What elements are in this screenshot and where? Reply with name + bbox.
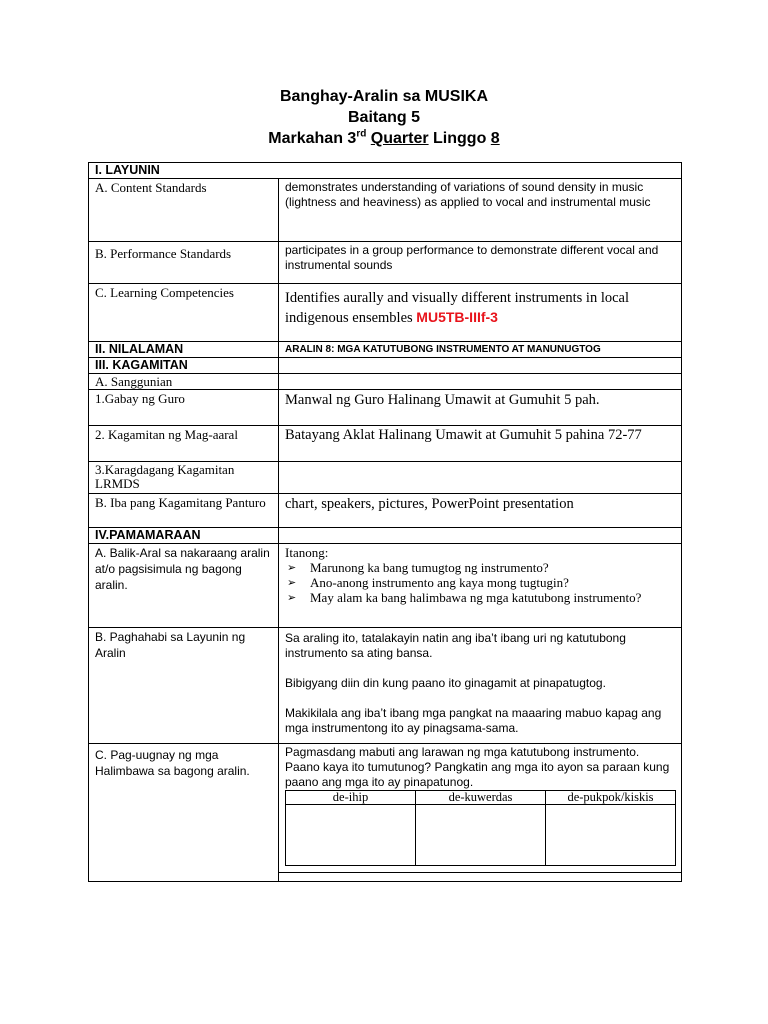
- section-heading-kagamitan: III. KAGAMITAN: [89, 358, 279, 374]
- section-row-pamamaraan: [89, 528, 682, 544]
- table-row: [89, 374, 682, 390]
- document-header: [0, 86, 768, 149]
- content-standards-label: A. Content Standards: [89, 179, 279, 242]
- week-number: 8: [490, 130, 500, 147]
- quarter-week-line: [0, 128, 768, 149]
- instrument-category-table: [285, 790, 676, 866]
- table-row: [89, 179, 682, 242]
- paghahabi-value: [279, 628, 682, 744]
- table-row: [286, 791, 676, 805]
- table-row: [89, 390, 682, 426]
- kagamitan-value: Batayang Aklat Halinang Umawit at Gumuhit 5 pahina 72-77: [279, 426, 682, 462]
- itanong-label: Itanong:: [285, 545, 329, 560]
- gabay-value: Manwal ng Guro Halinang Umawit at Gumuhit 5 pah.: [279, 390, 682, 426]
- section-row-layunin: [89, 163, 682, 179]
- quarter-label: Markahan 3: [268, 130, 357, 147]
- empty-cell: [279, 528, 682, 544]
- sanggunian-label: A. Sanggunian: [89, 374, 279, 390]
- paghahabi-paragraph-3: Makikilala ang iba’t ibang mga pangkat na maaaring mabuo kapag ang mga instrumentong ito ay pinagsama-sama.: [285, 706, 662, 735]
- content-standards-value: demonstrates understanding of variations of sound density in music (lightness and heaviness) as applied to vocal and instrumental music: [279, 179, 682, 242]
- table-row: [89, 462, 682, 494]
- kagamitan-label: 2. Kagamitan ng Mag-aaral: [89, 426, 279, 462]
- balik-aral-label: A. Balik-Aral sa nakaraang aralin at/o pagsisimula ng bagong aralin.: [89, 544, 279, 628]
- empty-cell: [286, 805, 416, 866]
- list-item: ➢ Ano-anong instrumento ang kaya mong tugtugin?: [285, 575, 675, 590]
- table-row: [89, 628, 682, 744]
- paghahabi-paragraph-1: Sa araling ito, tatalakayin natin ang iba’t ibang uri ng katutubong instrumento sa ating bansa.: [285, 631, 626, 660]
- section-row-nilalaman: [89, 342, 682, 358]
- iba-value: chart, speakers, pictures, PowerPoint presentation: [279, 494, 682, 528]
- empty-cell: [279, 358, 682, 374]
- quarter-word: Quarter: [370, 130, 429, 147]
- competency-code: MU5TB-IIIf-3: [416, 309, 498, 325]
- table-row: [89, 426, 682, 462]
- pag-uugnay-label: C. Pag-uugnay ng mga Halimbawa sa bagong aralin.: [89, 744, 279, 882]
- section-heading-nilalaman: II. NILALAMAN: [89, 342, 279, 358]
- list-item: ➢ Marunong ka bang tumugtog ng instrumento?: [285, 560, 675, 575]
- document-title: Banghay-Aralin sa MUSIKA: [279, 88, 489, 105]
- aralin-title: ARALIN 8: MGA KATUTUBONG INSTRUMENTO AT MANUNUGTOG: [285, 344, 601, 355]
- column-header-de-pukpok: de-pukpok/kiskis: [546, 791, 676, 805]
- nilalaman-value: [279, 342, 682, 358]
- performance-standards-value: participates in a group performance to demonstrate different vocal and instrumental sounds: [279, 242, 682, 284]
- column-header-de-ihip: de-ihip: [286, 791, 416, 805]
- pag-uugnay-value: [279, 744, 682, 882]
- learning-competencies-label: C. Learning Competencies: [89, 284, 279, 342]
- list-item: ➢ May alam ka bang halimbawa ng mga katutubong instrumento?: [285, 590, 675, 605]
- lesson-plan-table: [88, 162, 682, 882]
- table-row: [89, 242, 682, 284]
- learning-competencies-value: [279, 284, 682, 342]
- empty-cell: [279, 374, 682, 390]
- divider: [279, 872, 681, 881]
- question-list: [285, 560, 675, 605]
- competency-text: Identifies aurally and visually different instruments in local indigenous ensembles: [285, 290, 630, 326]
- grade-level: Baitang 5: [347, 109, 420, 126]
- week-label: Linggo: [433, 130, 487, 147]
- karagdagang-label: 3.Karagdagang Kagamitan LRMDS: [89, 462, 279, 494]
- paghahabi-paragraph-2: Bibigyang diin din kung paano ito ginagamit at pinapatugtog.: [285, 676, 606, 690]
- quarter-ordinal: rd: [356, 128, 367, 140]
- gabay-label: 1.Gabay ng Guro: [89, 390, 279, 426]
- iba-label: B. Iba pang Kagamitang Panturo: [89, 494, 279, 528]
- section-row-kagamitan: [89, 358, 682, 374]
- column-header-de-kuwerdas: de-kuwerdas: [416, 791, 546, 805]
- paghahabi-label: B. Paghahabi sa Layunin ng Aralin: [89, 628, 279, 744]
- empty-cell: [546, 805, 676, 866]
- balik-aral-value: [279, 544, 682, 628]
- table-row: [89, 284, 682, 342]
- pag-uugnay-text: Pagmasdang mabuti ang larawan ng mga katutubong instrumento. Paano kaya ito tumutunog? Pangkatin ang mga ito ayon sa paraan kung paano ang mga ito ay pinapatunog.: [285, 745, 670, 789]
- table-row: [286, 805, 676, 866]
- empty-cell: [279, 462, 682, 494]
- table-row: [89, 544, 682, 628]
- table-row: [89, 494, 682, 528]
- table-row: [89, 744, 682, 882]
- section-heading-pamamaraan: IV.PAMAMARAAN: [89, 528, 279, 544]
- performance-standards-label: B. Performance Standards: [89, 242, 279, 284]
- empty-cell: [416, 805, 546, 866]
- section-heading-layunin: I. LAYUNIN: [89, 163, 682, 179]
